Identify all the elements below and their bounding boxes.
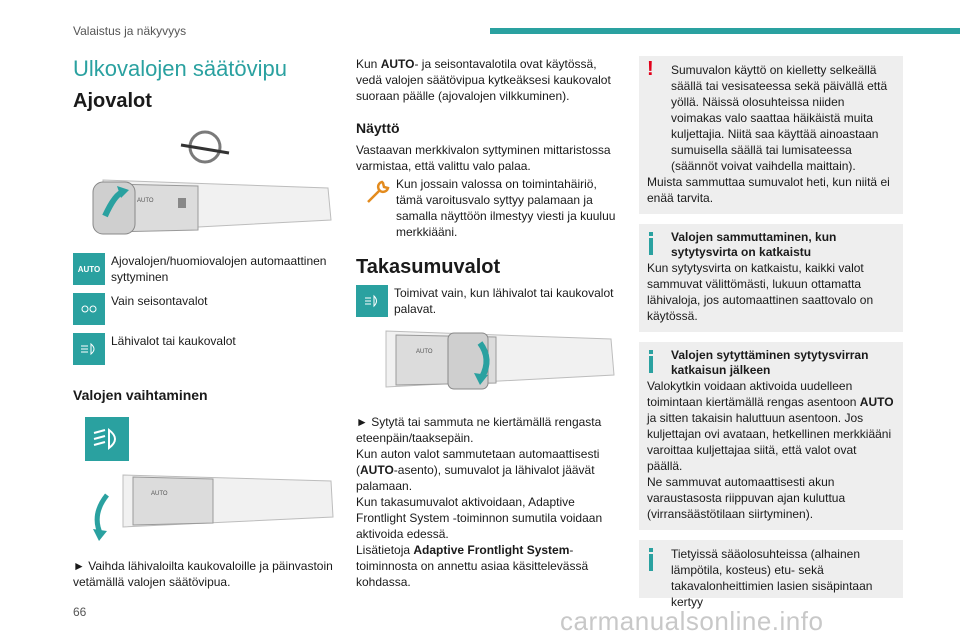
info-icon (649, 238, 653, 255)
headlights-icon (73, 333, 105, 365)
rear-fog-row (356, 285, 618, 317)
info-box-ignition-off (639, 224, 903, 332)
section-heading-rear-fog: Takasumuvalot (356, 256, 501, 278)
intro-post: - ja seisontavalotila ovat käytössä, vedä valojen säätövipua kytkeäksesi kaukovalot suoraan päälle (ajovalojen vilkkuminen). (356, 57, 611, 103)
section-heading-display: Näyttö (356, 120, 400, 136)
rear-fog-icon (356, 285, 388, 317)
warning-icon: ! (647, 58, 654, 80)
para-auto-post: -asento), sumuvalot ja lähivalot jäävät palamaan. (356, 463, 595, 493)
legend-list (73, 253, 335, 365)
para-auto (356, 446, 618, 494)
info-icon (649, 356, 653, 373)
intro-text (356, 56, 618, 104)
legend-label-sidelights: Vain seisontavalot (111, 294, 208, 308)
page-title: Ulkovalojen säätövipu (73, 56, 288, 81)
info-icon (649, 554, 653, 571)
info-box-relight (639, 342, 903, 530)
svg-text:AUTO: AUTO (137, 198, 154, 204)
para-more-bold: Adaptive Frontlight System (413, 543, 570, 557)
intro-pre: Kun (356, 57, 381, 71)
wrench-icon (364, 178, 392, 206)
info-title-relight: Valojen sytyttäminen sytytysvirran katkaisun jälkeen (671, 348, 869, 377)
info-text-relight (647, 378, 895, 474)
relight-bold: AUTO (859, 395, 894, 409)
warning-text-2: Muista sammuttaa sumuvalot heti, kun niitä ei enää tarvita. (647, 175, 890, 205)
legend-label-auto: Ajovalojen/huomiovalojen automaattinen syttyminen (111, 254, 327, 284)
para-more-pre: Lisätietoja (356, 543, 414, 557)
legend-label-headlights: Lähivalot tai kaukovalot (111, 334, 236, 348)
para-ring: ► Sytytä tai sammuta ne kiertämällä rengasta eteenpäin/taaksepäin. (356, 415, 602, 445)
para-more-post: -toiminnosta on annettu asiaa käsittelevässä kohdassa. (356, 543, 589, 589)
switching-text: ► Vaihda lähivaloilta kaukovaloille ja päinvastoin vetämällä valojen säätövipua. (73, 559, 333, 589)
info-box-condensation (639, 540, 903, 609)
intro-bold: AUTO (380, 57, 415, 71)
rear-fog-text: Toimivat vain, kun lähivalot tai kaukovalot palavat. (394, 286, 614, 316)
warning-box (639, 56, 903, 214)
page-number: 66 (73, 605, 87, 619)
section-heading-switching: Valojen vaihtaminen (73, 387, 208, 403)
para-afs: Kun takasumuvalot aktivoidaan, Adaptive Frontlight System -toiminnon sumutila voidaan aktivoida edessä. (356, 495, 603, 541)
fault-text-2a (356, 192, 618, 240)
warning-text-1: Sumuvalon käyttö on kielletty selkeällä säällä tai vesisateessa sekä päivällä että yöllä. Näissä olosuhteissa niiden voimakas valo saattaa häikäistä muita kuljettajia. Niitä saa käyttää ainoastaan sumuisella säällä tai lumisateessa (säännöt voivat vaihdella maittain). (671, 63, 888, 173)
para-auto-bold: AUTO (360, 463, 394, 477)
watermark: carmanualsonline.info (560, 606, 824, 636)
auto-icon: AUTO (73, 253, 105, 285)
svg-text:AUTO: AUTO (416, 349, 433, 355)
relight-post: ja sitten takaisin haluttuun asentoon. Jos kuljettajan ovi avataan, hetkellinen merkkiääni varoittaa kuljettajaa siitä, että valot ovat päällä. (647, 411, 892, 473)
para-auto-pre: Kun auton valot sammutetaan automaattisesti ( (356, 447, 600, 477)
column-3 (639, 56, 903, 609)
relight-pre: Valokytkin voidaan aktivoida uudelleen toimintaan kiertämällä rengas asentoon (647, 379, 860, 409)
fog-ring-illustration (356, 323, 618, 399)
light-lever-illustration (73, 170, 335, 242)
info-text-relight-2: Ne sammuvat automaattisesti akun varaustasosta riippuvan ajan kuluttua (virransäästötilaan siirtyminen). (647, 475, 846, 521)
steering-wheel-icon (73, 113, 335, 165)
display-text: Vastaavan merkkivalon syttyminen mittaristossa varmistaa, että valittu valo palaa. (356, 143, 611, 173)
legend-item-auto (73, 253, 335, 285)
fault-text-2: tämä varoitusvalo syttyy palamaan ja samalla näyttöön ilmestyy viesti ja kuuluu merkkiääni. (396, 193, 616, 239)
info-title-ignition-off: Valojen sammuttaminen, kun sytytysvirta on katkaistu (671, 230, 837, 259)
legend-item-headlights (73, 333, 335, 365)
svg-text:AUTO: AUTO (151, 491, 168, 497)
fault-text-1: Kun jossain valossa on toimintahäiriö, (396, 177, 597, 191)
header-section-title: Valaistus ja näkyvyys (73, 24, 187, 38)
main-beam-icon (85, 417, 129, 461)
lever-pull-illustration (73, 465, 335, 545)
column-1 (73, 56, 335, 590)
info-text-ignition-off: Kun sytytysvirta on katkaistu, kaikki valot sammuvat välittömästi, lukuun ottamatta lähivaloja, jos automaattinen saattovalo on käytössä. (647, 261, 874, 323)
column-2 (356, 56, 618, 590)
sidelights-icon (73, 293, 105, 325)
section-heading-headlights: Ajovalot (73, 90, 152, 112)
info-text-condensation: Tietyissä sääolosuhteissa (alhainen lämpötila, kosteus) etu- sekä takavalonheittimien lasien sisäpintaan kertyy (671, 547, 873, 609)
header-accent-bar (490, 28, 960, 34)
fault-block (356, 176, 618, 240)
legend-item-sidelights (73, 293, 335, 325)
para-more-info (356, 542, 618, 590)
